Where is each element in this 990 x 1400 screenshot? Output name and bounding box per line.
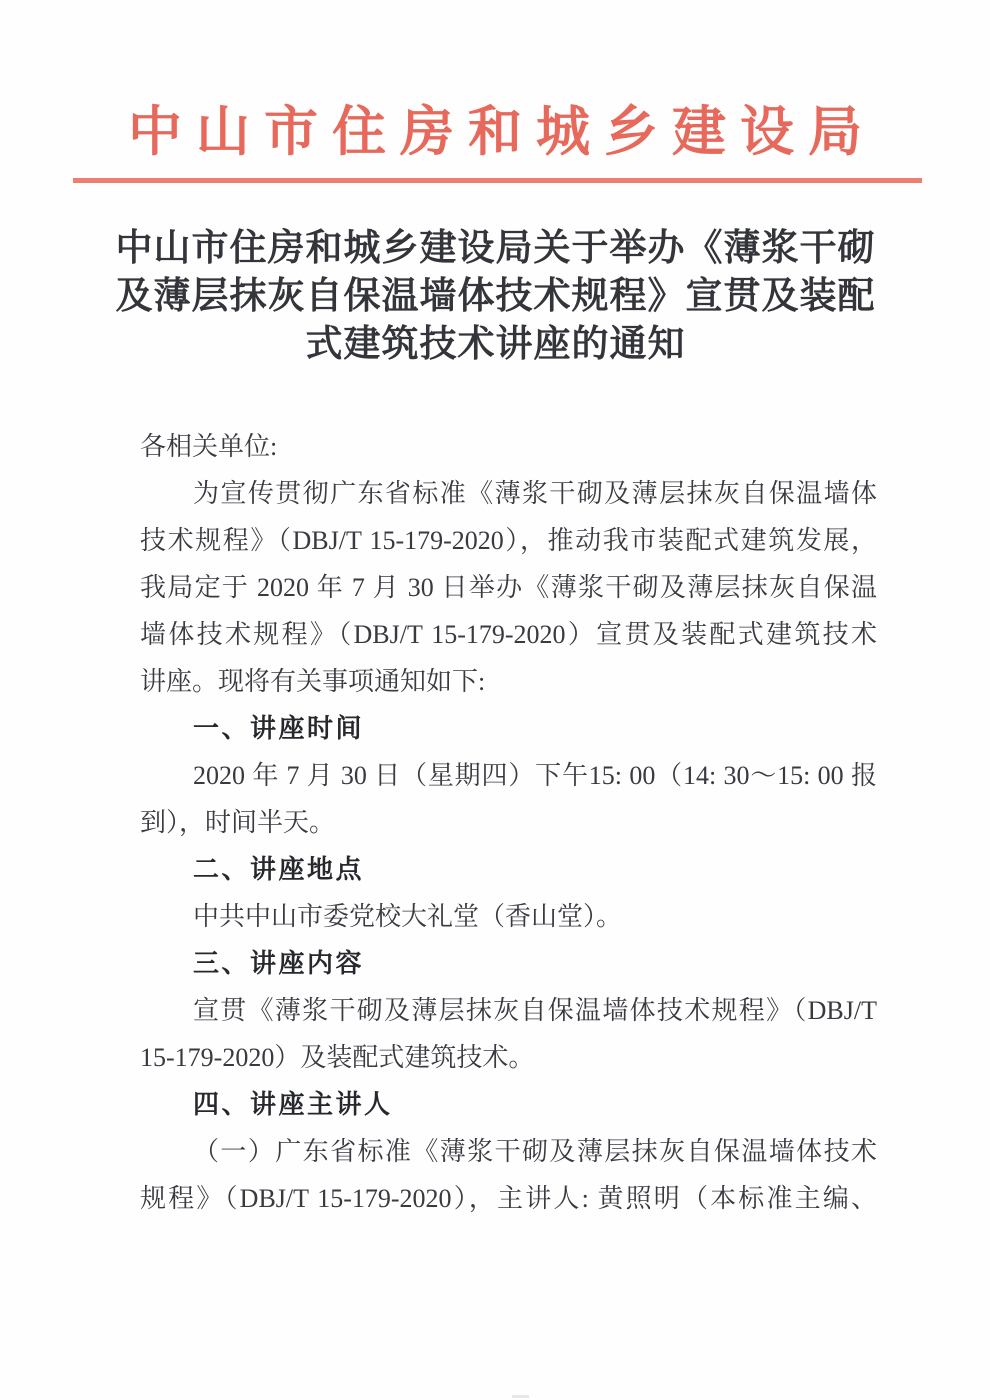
- letterhead-org-name: 中山市住房和城乡建设局: [128, 102, 876, 162]
- body-line: 到），时间半天。: [140, 808, 336, 837]
- body-line: 为宣传贯彻广东省标准《薄浆干砌及薄层抹灰自保温墙体: [193, 479, 877, 508]
- body-line: 2020 年 7 月 30 日（星期四）下午15: 00（14: 30～15: 00 报: [193, 761, 877, 790]
- body-line: 四、讲座主讲人: [193, 1089, 393, 1119]
- body-line: 各相关单位:: [140, 432, 278, 461]
- body-line: 墙体技术规程》（DBJ/T 15-179-2020）宣贯及装配式建筑技术: [140, 620, 877, 649]
- body-line: 15-179-2020）及装配式建筑技术。: [140, 1043, 535, 1072]
- document-title-line-3: 式建筑技术讲座的通知: [305, 324, 686, 365]
- body-line: 技术规程》（DBJ/T 15-179-2020），推动我市装配式建筑发展，: [140, 526, 877, 555]
- body-line: 我局定于 2020 年 7 月 30 日举办《薄浆干砌及薄层抹灰自保温: [140, 573, 877, 602]
- body-line: 中共中山市委党校大礼堂（香山堂）。: [193, 902, 623, 931]
- body-line: 一、讲座时间: [193, 713, 365, 743]
- body-line: 规程》（DBJ/T 15-179-2020），主讲人: 黄照明（本标准主编、: [140, 1184, 877, 1213]
- letterhead: [0, 102, 990, 183]
- letterhead-rule: [73, 178, 922, 183]
- body-line: 三、讲座内容: [193, 948, 365, 978]
- body-line: 讲座。现将有关事项通知如下:: [140, 667, 486, 696]
- body-line: 二、讲座地点: [193, 854, 365, 884]
- document-title-line-1: 中山市住房和城乡建设局关于举办《薄浆干砌: [115, 228, 876, 269]
- document-title: [0, 225, 990, 369]
- body-line: （一）广东省标准《薄浆干砌及薄层抹灰自保温墙体技术: [193, 1137, 877, 1166]
- page-break-mark: [512, 1395, 529, 1398]
- body-line: 宣贯《薄浆干砌及薄层抹灰自保温墙体技术规程》（DBJ/T: [193, 996, 877, 1025]
- document-title-line-2: 及薄层抹灰自保温墙体技术规程》宣贯及装配: [115, 276, 876, 317]
- document-body: [140, 423, 877, 1222]
